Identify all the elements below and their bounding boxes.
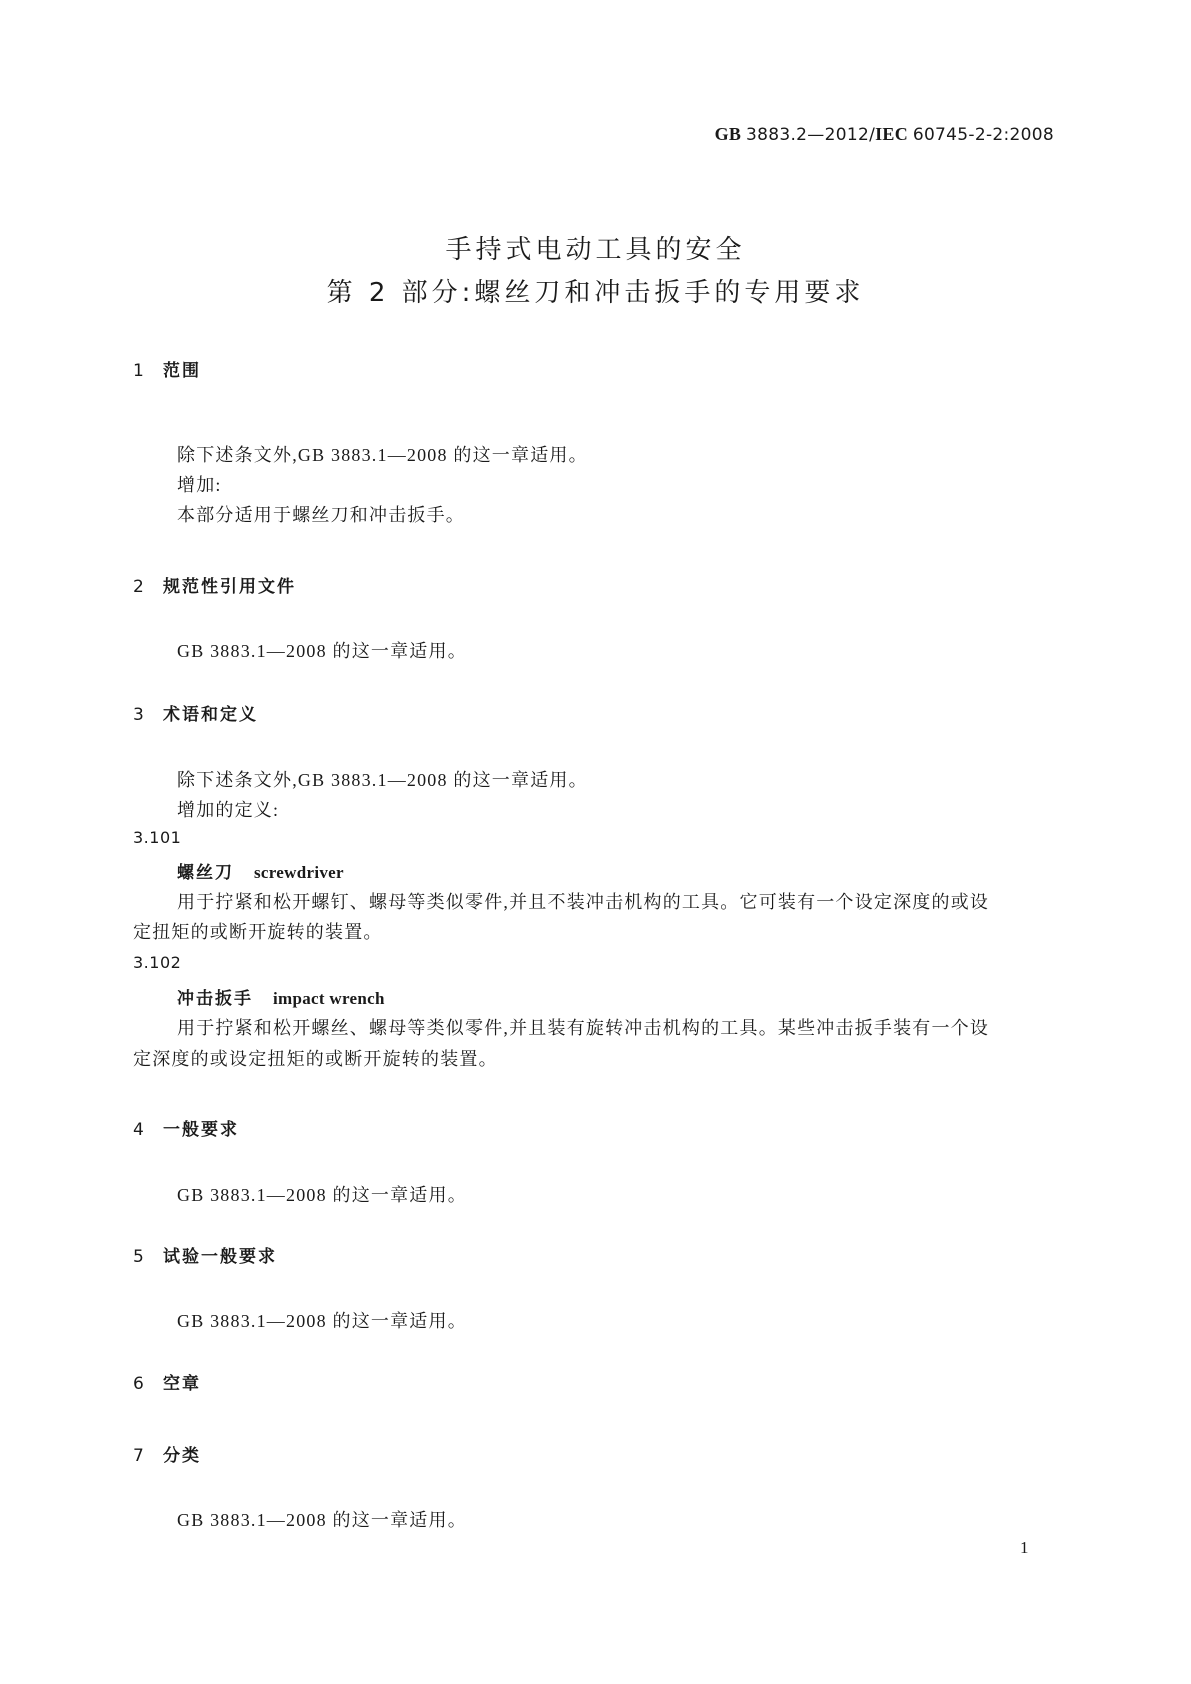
- standard-code-iec-number: 60745-2-2:2008: [912, 125, 1054, 145]
- section-number: 7: [133, 1446, 146, 1466]
- definition-text: 用于拧紧和松开螺丝、螺母等类似零件,并且装有旋转冲击机构的工具。某些冲击扳手装有一个设: [177, 1018, 990, 1038]
- definition-number: 3.101: [133, 828, 182, 847]
- section-heading-4: [133, 1115, 239, 1140]
- term-chinese: 螺丝刀: [177, 863, 234, 883]
- page-number: 1: [1020, 1538, 1029, 1557]
- section-number: 5: [133, 1247, 146, 1267]
- section-title: 空章: [163, 1374, 201, 1394]
- definition-number: 3.102: [133, 953, 182, 972]
- definition-text: 定深度的或设定扭矩的或断开旋转的装置。: [133, 1049, 498, 1069]
- document-title-line2: 第 2 部分:螺丝刀和冲击扳手的专用要求: [326, 278, 865, 308]
- paragraph: 增加的定义:: [177, 800, 280, 820]
- section-heading-7: [133, 1441, 201, 1466]
- paragraph: 增加:: [177, 475, 222, 495]
- paragraph: 除下述条文外,GB 3883.1—2008 的这一章适用。: [177, 770, 588, 790]
- paragraph: GB 3883.1—2008 的这一章适用。: [177, 1510, 467, 1530]
- term-english: impact wrench: [273, 989, 385, 1008]
- term-english: screwdriver: [254, 863, 344, 882]
- section-number: 4: [133, 1120, 146, 1140]
- section-heading-5: [133, 1242, 277, 1267]
- definition-text: 用于拧紧和松开螺钉、螺母等类似零件,并且不装冲击机构的工具。它可装有一个设定深度的或设: [177, 892, 990, 912]
- paragraph: GB 3883.1—2008 的这一章适用。: [177, 1185, 467, 1205]
- section-number: 6: [133, 1374, 146, 1394]
- paragraph: GB 3883.1—2008 的这一章适用。: [177, 641, 467, 661]
- section-heading-3: [133, 700, 258, 725]
- section-title: 范围: [163, 361, 201, 381]
- standard-code-iec: IEC: [875, 124, 909, 144]
- definition-text: 定扭矩的或断开旋转的装置。: [133, 922, 383, 942]
- section-heading-6: [133, 1369, 201, 1394]
- paragraph: 除下述条文外,GB 3883.1—2008 的这一章适用。: [177, 445, 588, 465]
- paragraph: GB 3883.1—2008 的这一章适用。: [177, 1311, 467, 1331]
- document-title-line1: 手持式电动工具的安全: [445, 235, 746, 265]
- section-number: 3: [133, 705, 146, 725]
- section-title: 术语和定义: [163, 705, 258, 725]
- section-title: 试验一般要求: [163, 1247, 277, 1267]
- standard-code-prefix: GB: [714, 124, 742, 144]
- section-title: 一般要求: [163, 1120, 239, 1140]
- section-title: 分类: [163, 1446, 201, 1466]
- definition-term: [177, 858, 344, 883]
- standard-code-header: [715, 124, 1054, 145]
- section-number: 1: [133, 361, 146, 381]
- section-number: 2: [133, 577, 146, 597]
- section-title: 规范性引用文件: [163, 577, 296, 597]
- term-chinese: 冲击扳手: [177, 989, 253, 1009]
- standard-code-number: 3883.2—2012/: [746, 125, 876, 145]
- paragraph: 本部分适用于螺丝刀和冲击扳手。: [177, 505, 465, 525]
- section-heading-1: [133, 356, 201, 381]
- section-heading-2: [133, 572, 296, 597]
- definition-term: [177, 984, 385, 1009]
